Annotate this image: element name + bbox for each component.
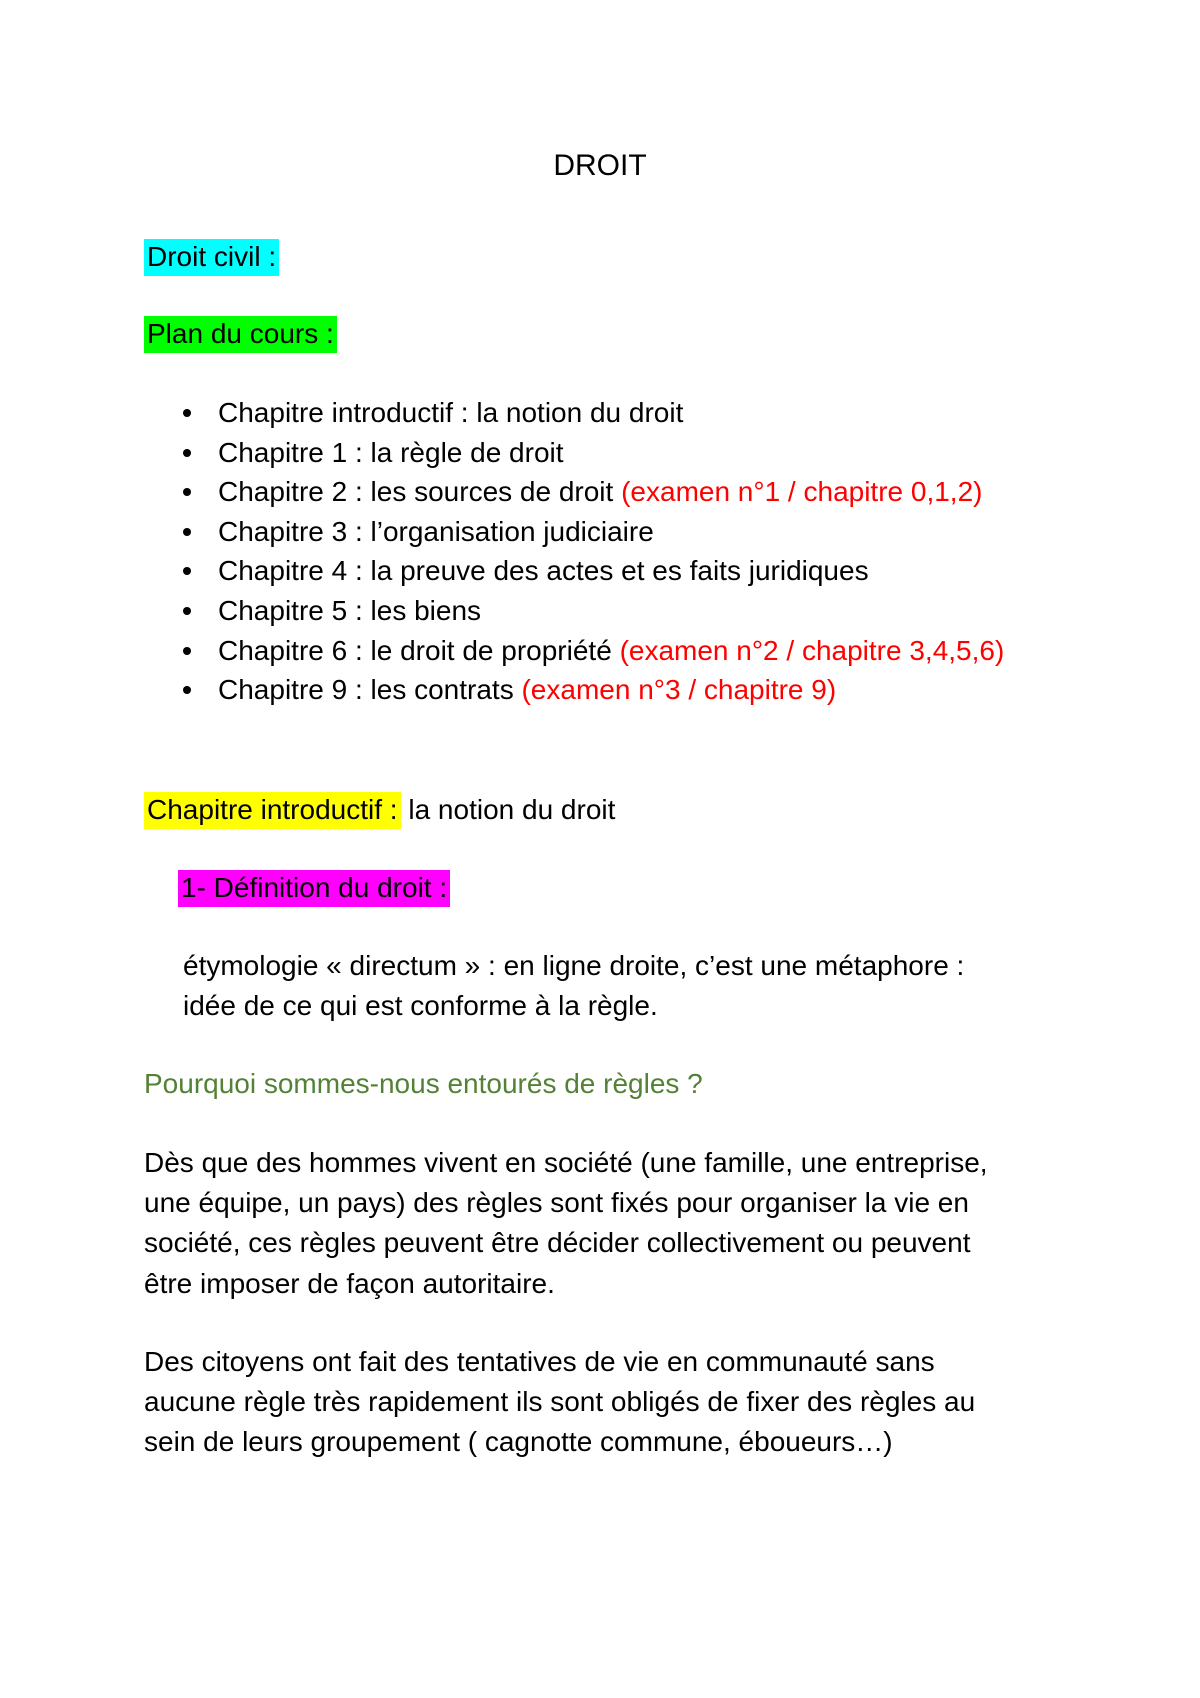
exam-note: (examen n°3 / chapitre 9)	[521, 674, 837, 706]
plan-item-text: Chapitre 4 : la preuve des actes et es faits juridiques	[218, 555, 869, 587]
plan-item	[175, 631, 1004, 671]
document-title: DROIT	[553, 149, 647, 182]
paragraph-citizens	[144, 1342, 975, 1463]
intro-chapter-label: Chapitre introductif :	[144, 792, 401, 829]
paragraph-line: société, ces règles peuvent être décider collectivement ou peuvent	[144, 1227, 971, 1259]
section-heading	[144, 237, 279, 277]
plan-item-text: Chapitre 6 : le droit de propriété	[218, 634, 620, 666]
definition-heading-text: 1- Définition du droit :	[178, 870, 450, 907]
plan-item	[175, 393, 1004, 433]
plan-item	[175, 591, 1004, 631]
plan-item-text: Chapitre 3 : l’organisation judiciaire	[218, 515, 654, 547]
paragraph-line: sein de leurs groupement ( cagnotte commune, éboueurs…)	[144, 1426, 893, 1458]
paragraph-line: Des citoyens ont fait des tentatives de vie en communauté sans	[144, 1346, 935, 1377]
plan-item-text: Chapitre 2 : les sources de droit	[218, 476, 622, 508]
plan-list	[175, 393, 1004, 710]
plan-item	[175, 551, 1004, 591]
definition-heading	[178, 868, 450, 908]
plan-item	[175, 512, 1004, 552]
exam-note: (examen n°2 / chapitre 3,4,5,6)	[619, 634, 1005, 666]
paragraph-line: Dès que des hommes vivent en société (une famille, une entreprise,	[144, 1147, 988, 1178]
plan-item	[175, 472, 1004, 512]
plan-item-text: Chapitre 1 : la règle de droit	[218, 436, 564, 468]
plan-item-text: Chapitre 5 : les biens	[218, 594, 482, 626]
intro-chapter-heading	[144, 790, 615, 830]
paragraph-society	[144, 1143, 988, 1304]
paragraph-line: être imposer de façon autoritaire.	[144, 1267, 555, 1299]
intro-chapter-rest: la notion du droit	[400, 794, 616, 825]
paragraph-line: une équipe, un pays) des règles sont fixés pour organiser la vie en	[144, 1187, 969, 1219]
plan-item	[175, 433, 1004, 473]
etymology-paragraph	[183, 946, 964, 1026]
etymology-line: étymologie « directum » : en ligne droite, c’est une métaphore :	[183, 950, 965, 981]
etymology-line: idée de ce qui est conforme à la règle.	[183, 990, 658, 1022]
question-heading: Pourquoi sommes-nous entourés de règles ?	[144, 1068, 703, 1099]
section-heading-text: Droit civil :	[144, 239, 279, 276]
plan-item-text: Chapitre introductif : la notion du droit	[218, 397, 684, 428]
plan-item-text: Chapitre 9 : les contrats	[218, 674, 522, 706]
paragraph-line: aucune règle très rapidement ils sont obligés de fixer des règles au	[144, 1386, 976, 1418]
plan-heading-text: Plan du cours :	[144, 316, 337, 353]
plan-heading	[144, 314, 337, 354]
plan-item	[175, 670, 1004, 710]
exam-note: (examen n°1 / chapitre 0,1,2)	[621, 476, 983, 508]
